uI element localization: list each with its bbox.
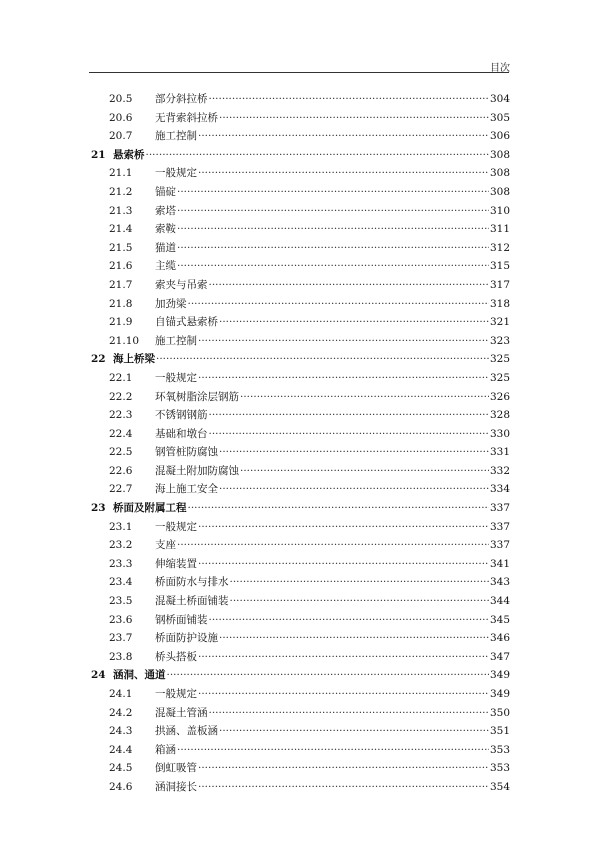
toc-page-number: 321 bbox=[489, 316, 510, 329]
toc-page-number: 331 bbox=[489, 446, 510, 459]
toc-section-entry[interactable] bbox=[89, 164, 510, 183]
toc-entry-title: 拱涵、盖板涵 bbox=[155, 725, 218, 738]
toc-entry-title: 涵洞接长 bbox=[155, 780, 197, 793]
toc-entry-title: 混凝土桥面铺装 bbox=[155, 595, 229, 608]
toc-chapter-entry[interactable] bbox=[89, 499, 510, 518]
dot-leader bbox=[209, 704, 489, 723]
toc-section-entry[interactable] bbox=[89, 704, 510, 723]
toc-page-number: 349 bbox=[489, 669, 510, 682]
toc-section-entry[interactable] bbox=[89, 555, 510, 574]
toc-page-number: 311 bbox=[489, 223, 510, 236]
dot-leader bbox=[219, 313, 489, 332]
dot-leader bbox=[167, 666, 489, 685]
toc-page-number: 337 bbox=[489, 539, 510, 552]
toc-section-entry[interactable] bbox=[89, 183, 510, 202]
toc-page-number: 337 bbox=[489, 502, 510, 515]
dot-leader bbox=[177, 239, 489, 258]
toc-section-entry[interactable] bbox=[89, 480, 510, 499]
toc-entry-title: 桥面防护设施 bbox=[155, 632, 218, 645]
toc-entry-number: 22.6 bbox=[109, 464, 133, 477]
toc-entry-number: 23 bbox=[91, 502, 106, 515]
toc-section-entry[interactable] bbox=[89, 257, 510, 276]
toc-page-number: 346 bbox=[489, 632, 510, 645]
toc-entry-title: 倒虹吸管 bbox=[155, 762, 197, 775]
toc-page-number: 334 bbox=[489, 483, 510, 496]
toc-section-entry[interactable] bbox=[89, 778, 510, 797]
toc-page-number: 304 bbox=[489, 93, 510, 105]
toc-section-entry[interactable] bbox=[89, 332, 510, 351]
toc-entry-title: 桥头搭板 bbox=[155, 650, 197, 663]
toc-entry-number: 21.5 bbox=[109, 241, 133, 254]
dot-leader bbox=[188, 295, 489, 314]
toc-entry-number: 23.3 bbox=[109, 557, 133, 570]
toc-entry-number: 23.8 bbox=[109, 650, 133, 663]
dot-leader bbox=[230, 592, 489, 611]
toc-page-number: 326 bbox=[489, 390, 510, 403]
toc-section-entry[interactable] bbox=[89, 648, 510, 667]
dot-leader bbox=[219, 480, 489, 499]
header-rule bbox=[89, 72, 509, 73]
toc-page-number: 353 bbox=[489, 743, 510, 756]
toc-chapter-entry[interactable] bbox=[89, 666, 510, 685]
dot-leader bbox=[240, 462, 489, 481]
toc-entry-number: 22.1 bbox=[109, 371, 133, 384]
toc-section-entry[interactable] bbox=[89, 127, 510, 146]
dot-leader bbox=[198, 648, 489, 667]
toc-entry-number: 24 bbox=[91, 669, 106, 682]
toc-entry-number: 20.5 bbox=[109, 93, 133, 105]
toc-section-entry[interactable] bbox=[89, 629, 510, 648]
toc-section-entry[interactable] bbox=[89, 573, 510, 592]
dot-leader bbox=[209, 90, 489, 109]
dot-leader bbox=[230, 573, 489, 592]
toc-entry-title: 不锈钢钢筋 bbox=[155, 409, 208, 422]
toc-page-number: 317 bbox=[489, 278, 510, 291]
dot-leader bbox=[209, 406, 489, 425]
dot-leader bbox=[177, 202, 489, 221]
toc-entry-number: 24.2 bbox=[109, 706, 133, 719]
toc-page-number: 315 bbox=[489, 260, 510, 273]
toc-entry-title: 无背索斜拉桥 bbox=[155, 111, 218, 124]
toc-chapter-entry[interactable] bbox=[89, 146, 510, 165]
dot-leader bbox=[219, 722, 489, 741]
toc-section-entry[interactable] bbox=[89, 518, 510, 537]
toc-entry-title: 桥面防水与排水 bbox=[155, 576, 229, 589]
toc-page-number: 328 bbox=[489, 409, 510, 422]
toc-entry-number: 24.4 bbox=[109, 743, 133, 756]
toc-page-number: 305 bbox=[489, 111, 510, 124]
toc-entry-title: 索夹与吊索 bbox=[155, 278, 208, 291]
toc-entry-title: 一般规定 bbox=[155, 167, 197, 180]
toc-entry-number: 21.7 bbox=[109, 278, 133, 291]
toc-entry-number: 21.8 bbox=[109, 297, 133, 310]
running-header: 目次 bbox=[490, 63, 510, 74]
toc-entry-title: 钢桥面铺装 bbox=[155, 613, 208, 626]
toc-page-number: 337 bbox=[489, 520, 510, 533]
toc-entry-title: 一般规定 bbox=[155, 371, 197, 384]
toc-section-entry[interactable] bbox=[89, 406, 510, 425]
toc-entry-number: 20.7 bbox=[109, 130, 133, 143]
toc-entry-title: 施工控制 bbox=[155, 334, 197, 347]
dot-leader bbox=[188, 499, 489, 518]
toc-entry-title: 锚碇 bbox=[155, 185, 176, 198]
toc-page-number: 306 bbox=[489, 130, 510, 143]
toc-page-number: 310 bbox=[489, 204, 510, 217]
toc-page-number: 343 bbox=[489, 576, 510, 589]
toc-entry-title: 支座 bbox=[155, 539, 176, 552]
toc-section-entry[interactable] bbox=[89, 425, 510, 444]
toc-entry-number: 21.6 bbox=[109, 260, 133, 273]
toc-page-number: 344 bbox=[489, 595, 510, 608]
toc-section-entry[interactable] bbox=[89, 462, 510, 481]
toc-entry-title: 箱涵 bbox=[155, 743, 176, 756]
toc-entry-number: 23.6 bbox=[109, 613, 133, 626]
toc-entry-number: 21 bbox=[91, 148, 106, 161]
toc-entry-title: 一般规定 bbox=[155, 520, 197, 533]
toc-page-number: 330 bbox=[489, 427, 510, 440]
toc-page-number: 325 bbox=[489, 353, 510, 366]
dot-leader bbox=[219, 109, 489, 128]
toc-section-entry[interactable] bbox=[89, 388, 510, 407]
toc-entry-title: 悬索桥 bbox=[113, 148, 145, 161]
toc-entry-number: 22.5 bbox=[109, 446, 133, 459]
toc-entry-title: 施工控制 bbox=[155, 130, 197, 143]
toc-page-number: 332 bbox=[489, 464, 510, 477]
toc-entry-title: 伸缩装置 bbox=[155, 557, 197, 570]
toc-entry-number: 23.1 bbox=[109, 520, 133, 533]
toc-section-entry[interactable] bbox=[89, 220, 510, 239]
toc-page-number: 308 bbox=[489, 167, 510, 180]
toc-entry-title: 钢管桩防腐蚀 bbox=[155, 446, 218, 459]
toc-section-entry[interactable] bbox=[89, 536, 510, 555]
toc-entry-title: 海上施工安全 bbox=[155, 483, 218, 496]
toc-entry-number: 22 bbox=[91, 353, 106, 366]
toc-entry-title: 主缆 bbox=[155, 260, 176, 273]
toc-entry-title: 自锚式悬索桥 bbox=[155, 316, 218, 329]
toc-entry-number: 23.2 bbox=[109, 539, 133, 552]
toc-entry-number: 23.4 bbox=[109, 576, 133, 589]
toc-entry-number: 24.1 bbox=[109, 688, 133, 700]
dot-leader bbox=[198, 127, 489, 146]
toc-section-entry[interactable] bbox=[89, 239, 510, 258]
toc-page-number: 341 bbox=[489, 557, 510, 570]
toc-entry-title: 一般规定 bbox=[155, 688, 197, 700]
toc-section-entry[interactable] bbox=[89, 722, 510, 741]
toc-section-entry[interactable] bbox=[89, 759, 510, 778]
toc-entry-title: 加劲梁 bbox=[155, 297, 187, 310]
toc-section-entry[interactable] bbox=[89, 592, 510, 611]
dot-leader bbox=[177, 257, 489, 276]
toc-entry-number: 24.3 bbox=[109, 725, 133, 738]
toc-section-entry[interactable] bbox=[89, 369, 510, 388]
toc-entry-number: 21.2 bbox=[109, 185, 133, 198]
toc-entry-title: 混凝土附加防腐蚀 bbox=[155, 464, 239, 477]
toc-page-number: 345 bbox=[489, 613, 510, 626]
toc-entry-title: 涵洞、通道 bbox=[113, 669, 166, 682]
dot-leader bbox=[177, 183, 489, 202]
dot-leader bbox=[198, 555, 489, 574]
toc-section-entry[interactable] bbox=[89, 685, 510, 704]
dot-leader bbox=[146, 146, 489, 165]
toc-entry-number: 22.7 bbox=[109, 483, 133, 496]
toc-entry-number: 23.5 bbox=[109, 595, 133, 608]
dot-leader bbox=[198, 164, 489, 183]
toc-page-number: 353 bbox=[489, 762, 510, 775]
toc-entry-title: 索鞍 bbox=[155, 223, 176, 236]
toc-section-entry[interactable] bbox=[89, 611, 510, 630]
toc-entry-title: 环氧树脂涂层钢筋 bbox=[155, 390, 239, 403]
dot-leader bbox=[177, 220, 489, 239]
toc-section-entry[interactable] bbox=[89, 741, 510, 760]
dot-leader bbox=[219, 443, 489, 462]
toc-section-entry[interactable] bbox=[89, 443, 510, 462]
dot-leader bbox=[156, 350, 489, 369]
dot-leader bbox=[198, 759, 489, 778]
toc-page-number: 354 bbox=[489, 780, 510, 793]
toc-entry-title: 海上桥梁 bbox=[113, 353, 155, 366]
toc-entry-number: 22.2 bbox=[109, 390, 133, 403]
toc-entry-number: 22.3 bbox=[109, 409, 133, 422]
toc-entry-title: 索塔 bbox=[155, 204, 176, 217]
toc-entry-number: 22.4 bbox=[109, 427, 133, 440]
toc-entry-number: 23.7 bbox=[109, 632, 133, 645]
toc-entry-number: 24.6 bbox=[109, 780, 133, 793]
toc-page-number: 308 bbox=[489, 148, 510, 161]
toc-entry-number: 24.5 bbox=[109, 762, 133, 775]
toc-entry-title: 猫道 bbox=[155, 241, 176, 254]
toc-section-entry[interactable] bbox=[89, 295, 510, 314]
dot-leader bbox=[209, 276, 489, 295]
toc-section-entry[interactable] bbox=[89, 109, 510, 128]
toc-entry-title: 桥面及附属工程 bbox=[113, 502, 187, 515]
toc-entry-title: 混凝土管涵 bbox=[155, 706, 208, 719]
toc-chapter-entry[interactable] bbox=[89, 350, 510, 369]
toc-entry-number: 20.6 bbox=[109, 111, 133, 124]
dot-leader bbox=[198, 518, 489, 537]
toc-section-entry[interactable] bbox=[89, 202, 510, 221]
table-of-contents bbox=[89, 90, 510, 797]
toc-section-entry[interactable] bbox=[89, 90, 510, 109]
toc-page-number: 349 bbox=[489, 688, 510, 700]
toc-entry-title: 基础和墩台 bbox=[155, 427, 208, 440]
dot-leader bbox=[198, 369, 489, 388]
toc-page-number: 308 bbox=[489, 185, 510, 198]
toc-page-number: 312 bbox=[489, 241, 510, 254]
toc-page-number: 351 bbox=[489, 725, 510, 738]
toc-entry-number: 21.3 bbox=[109, 204, 133, 217]
toc-section-entry[interactable] bbox=[89, 313, 510, 332]
toc-page-number: 318 bbox=[489, 297, 510, 310]
toc-page-number: 323 bbox=[489, 334, 510, 347]
dot-leader bbox=[177, 536, 489, 555]
toc-section-entry[interactable] bbox=[89, 276, 510, 295]
toc-entry-number: 21.10 bbox=[109, 334, 140, 347]
toc-entry-number: 21.1 bbox=[109, 167, 133, 180]
toc-entry-number: 21.9 bbox=[109, 316, 133, 329]
dot-leader bbox=[209, 425, 489, 444]
dot-leader bbox=[198, 685, 489, 704]
dot-leader bbox=[240, 388, 489, 407]
dot-leader bbox=[198, 332, 489, 351]
toc-page-number: 325 bbox=[489, 371, 510, 384]
dot-leader bbox=[177, 741, 489, 760]
dot-leader bbox=[198, 778, 489, 797]
toc-entry-number: 21.4 bbox=[109, 223, 133, 236]
toc-entry-title: 部分斜拉桥 bbox=[155, 93, 208, 105]
toc-page-number: 347 bbox=[489, 650, 510, 663]
dot-leader bbox=[219, 629, 489, 648]
toc-page-number: 350 bbox=[489, 706, 510, 719]
dot-leader bbox=[209, 611, 489, 630]
